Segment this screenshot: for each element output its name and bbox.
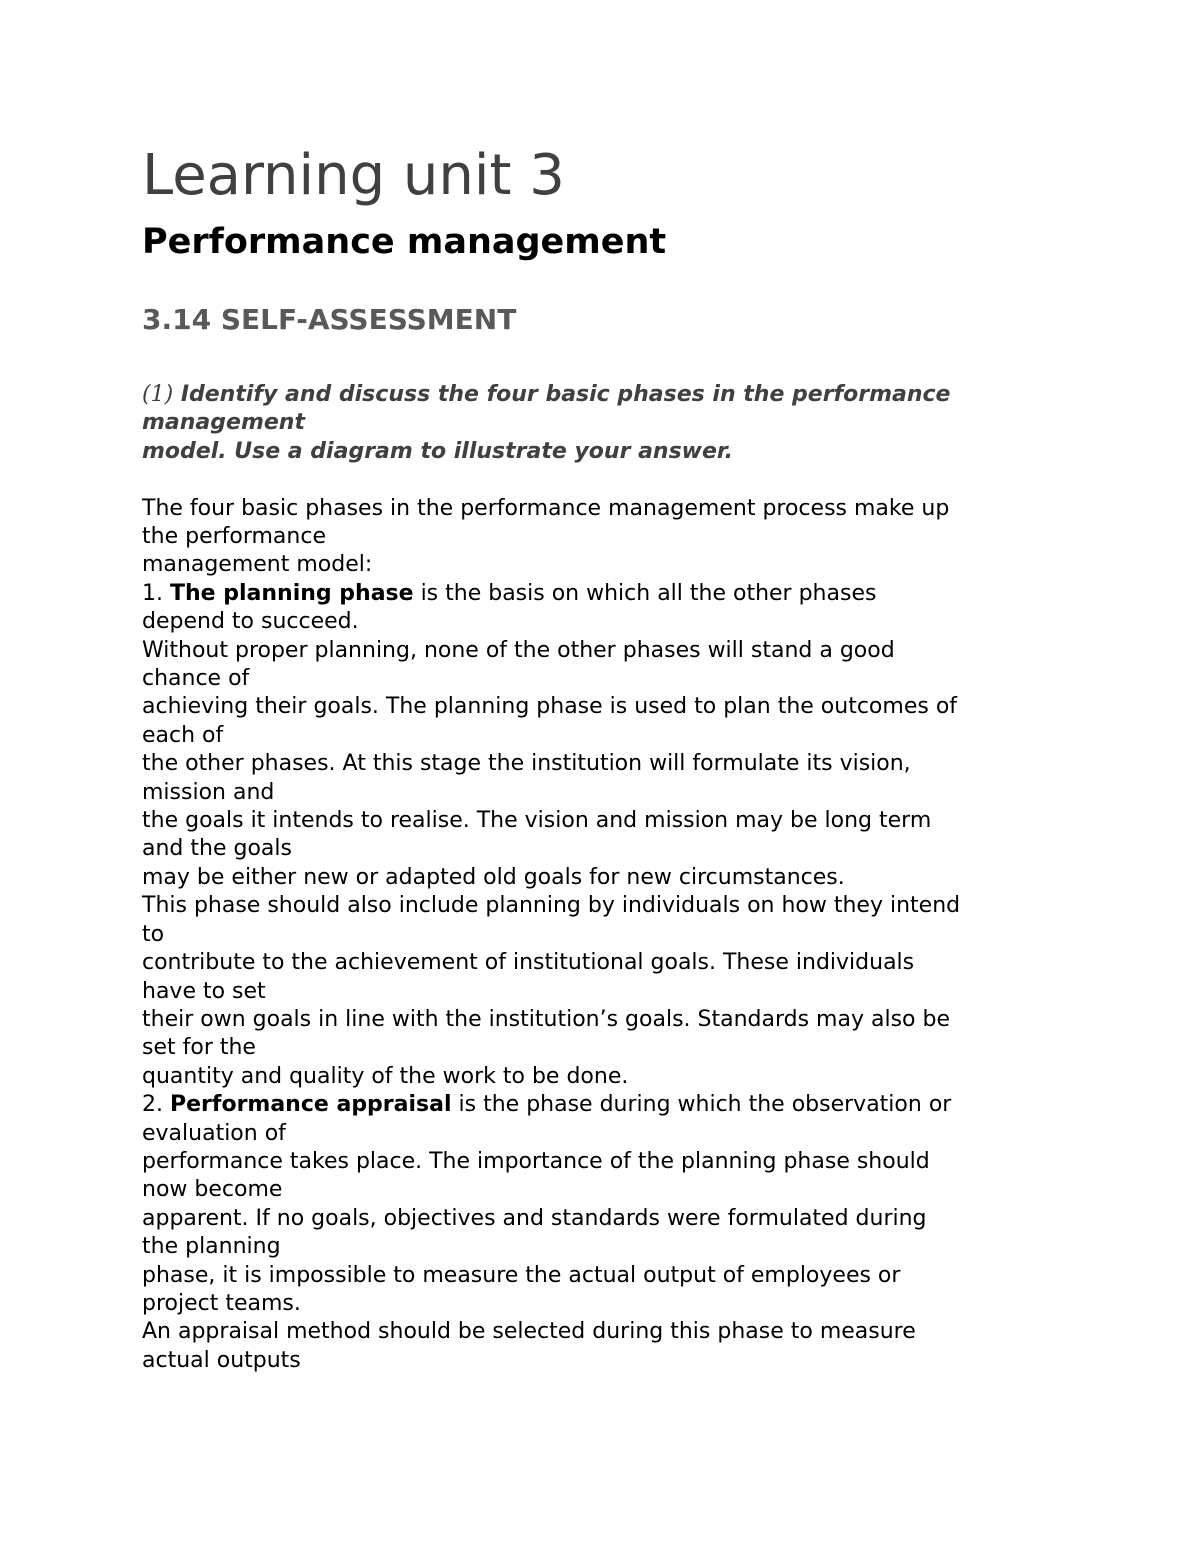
question-block — [142, 381, 1072, 466]
phase2-line: project teams. — [142, 1290, 301, 1316]
phase1-line: Without proper planning, none of the other phases will stand a good — [142, 637, 895, 663]
phase2-line: phase, it is impossible to measure the actual output of employees or — [142, 1262, 901, 1288]
phase1-line: each of — [142, 722, 224, 748]
question-line: model. Use a diagram to illustrate your answer. — [142, 438, 733, 464]
phase2-line: evaluation of — [142, 1120, 286, 1146]
phase1-first-line-text: is the basis on which all the other phases — [413, 580, 877, 606]
phase2-first-line-text: is the phase during which the observation or — [451, 1092, 952, 1118]
intro-line: The four basic phases in the performance management process make up — [142, 495, 950, 521]
phase1-line: to — [142, 921, 165, 947]
document-subtitle: Performance management — [142, 222, 667, 262]
phase1-line: achieving their goals. The planning phase is used to plan the outcomes of — [142, 694, 958, 720]
phase1-line: and the goals — [142, 836, 292, 862]
document-title: Learning unit 3 — [142, 143, 565, 208]
document-page — [142, 140, 1072, 1375]
phase1-line: contribute to the achievement of institutional goals. These individuals — [142, 950, 915, 976]
phase2-line: apparent. If no goals, objectives and standards were formulated during — [142, 1205, 927, 1231]
phase2-term: Performance appraisal — [169, 1092, 452, 1118]
phase2-line: now become — [142, 1177, 283, 1203]
phase1-line: mission and — [142, 779, 275, 805]
question-line — [142, 381, 1072, 409]
phase1-line: quantity and quality of the work to be done. — [142, 1063, 629, 1089]
phase1-line: the other phases. At this stage the institution will formulate its vision, — [142, 751, 911, 777]
phase1-line: their own goals in line with the institution’s goals. Standards may also be — [142, 1006, 950, 1032]
phase1-line: chance of — [142, 666, 250, 692]
phase1-term: The planning phase — [169, 580, 414, 606]
phase2-line: actual outputs — [142, 1347, 301, 1373]
phase2-line: An appraisal method should be selected during this phase to measure — [142, 1319, 916, 1345]
intro-line: management model: — [142, 552, 373, 578]
question-number: (1) — [142, 382, 174, 407]
phase1-line: may be either new or adapted old goals for new circumstances. — [142, 864, 845, 890]
phase2-number: 2. — [142, 1092, 170, 1118]
phase1-line: set for the — [142, 1035, 256, 1061]
phase2-line: the planning — [142, 1234, 281, 1260]
question-line: management — [142, 410, 305, 436]
phase1-number: 1. — [142, 580, 170, 606]
phase1-line: the goals it intends to realise. The vision and mission may be long term — [142, 808, 932, 834]
phase1-heading-line — [142, 580, 1072, 608]
answer-body — [142, 495, 1072, 1376]
phase1-line: have to set — [142, 978, 266, 1004]
phase1-line: This phase should also include planning by individuals on how they intend — [142, 893, 961, 919]
intro-line: the performance — [142, 524, 326, 550]
phase2-line: performance takes place. The importance of the planning phase should — [142, 1148, 930, 1174]
phase1-line: depend to succeed. — [142, 609, 359, 635]
question-text: Identify and discuss the four basic phases in the performance — [173, 382, 951, 407]
phase2-heading-line — [142, 1091, 1072, 1119]
section-heading: 3.14 SELF-ASSESSMENT — [142, 303, 517, 336]
